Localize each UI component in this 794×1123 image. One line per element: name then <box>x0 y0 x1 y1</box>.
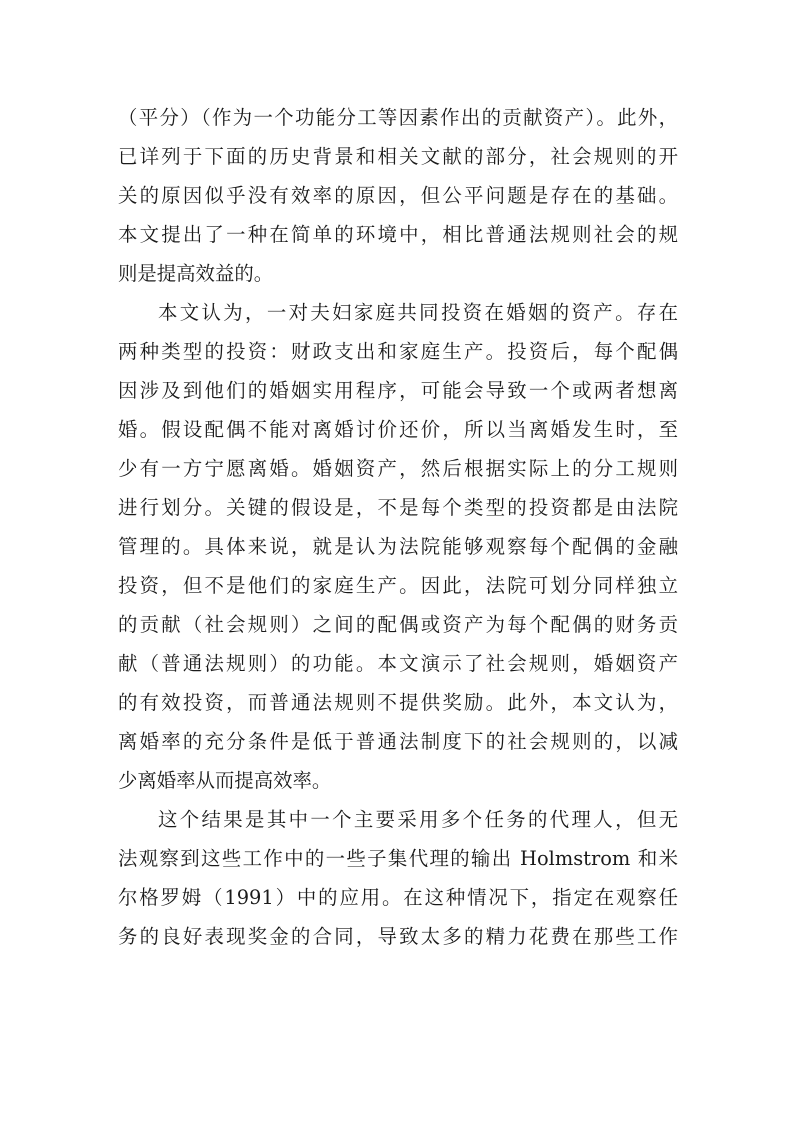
text-line: 因涉及到他们的婚姻实用程序，可能会导致一个或两者想离 <box>118 379 678 402</box>
text-line: 两种类型的投资：财政支出和家庭生产。投资后，每个配偶 <box>118 340 678 363</box>
text-line: 尔格罗姆（1991）中的应用。在这种情况下，指定在观察任 <box>118 886 678 909</box>
body-text <box>118 98 678 956</box>
text-line: 关的原因似乎没有效率的原因，但公平问题是存在的基础。 <box>118 184 678 207</box>
text-line: 献（普通法规则）的功能。本文演示了社会规则，婚姻资产 <box>118 652 678 675</box>
text-line: 法观察到这些工作中的一些子集代理的输出 Holmstrom 和米 <box>118 847 678 870</box>
text-line: 已详列于下面的历史背景和相关文献的部分，社会规则的开 <box>118 145 678 168</box>
text-line: 婚。假设配偶不能对离婚讨价还价，所以当离婚发生时，至 <box>118 418 678 441</box>
text-line: 离婚率的充分条件是低于普通法制度下的社会规则的，以减 <box>118 730 678 753</box>
text-line: 本文认为，一对夫妇家庭共同投资在婚姻的资产。存在 <box>158 301 678 324</box>
text-line: 少离婚率从而提高效率。 <box>118 769 332 792</box>
text-line: 务的良好表现奖金的合同，导致太多的精力花费在那些工作 <box>118 925 678 948</box>
paragraph-1 <box>118 98 678 293</box>
paragraph-3 <box>118 800 678 956</box>
text-line: 少有一方宁愿离婚。婚姻资产，然后根据实际上的分工规则 <box>118 457 678 480</box>
text-line: 本文提出了一种在简单的环境中，相比普通法规则社会的规 <box>118 223 678 246</box>
text-line: 则是提高效益的。 <box>118 262 274 285</box>
text-line: （平分）（作为一个功能分工等因素作出的贡献资产）。此外， <box>118 106 678 129</box>
text-line: 进行划分。关键的假设是，不是每个类型的投资都是由法院 <box>118 496 678 519</box>
paragraph-2 <box>118 293 678 800</box>
text-line: 的贡献（社会规则）之间的配偶或资产为每个配偶的财务贡 <box>118 613 678 636</box>
text-line: 的有效投资，而普通法规则不提供奖励。此外，本文认为， <box>118 691 678 714</box>
text-line: 管理的。具体来说，就是认为法院能够观察每个配偶的金融 <box>118 535 678 558</box>
text-line: 投资，但不是他们的家庭生产。因此，法院可划分同样独立 <box>118 574 678 597</box>
text-line: 这个结果是其中一个主要采用多个任务的代理人，但无 <box>158 808 678 831</box>
